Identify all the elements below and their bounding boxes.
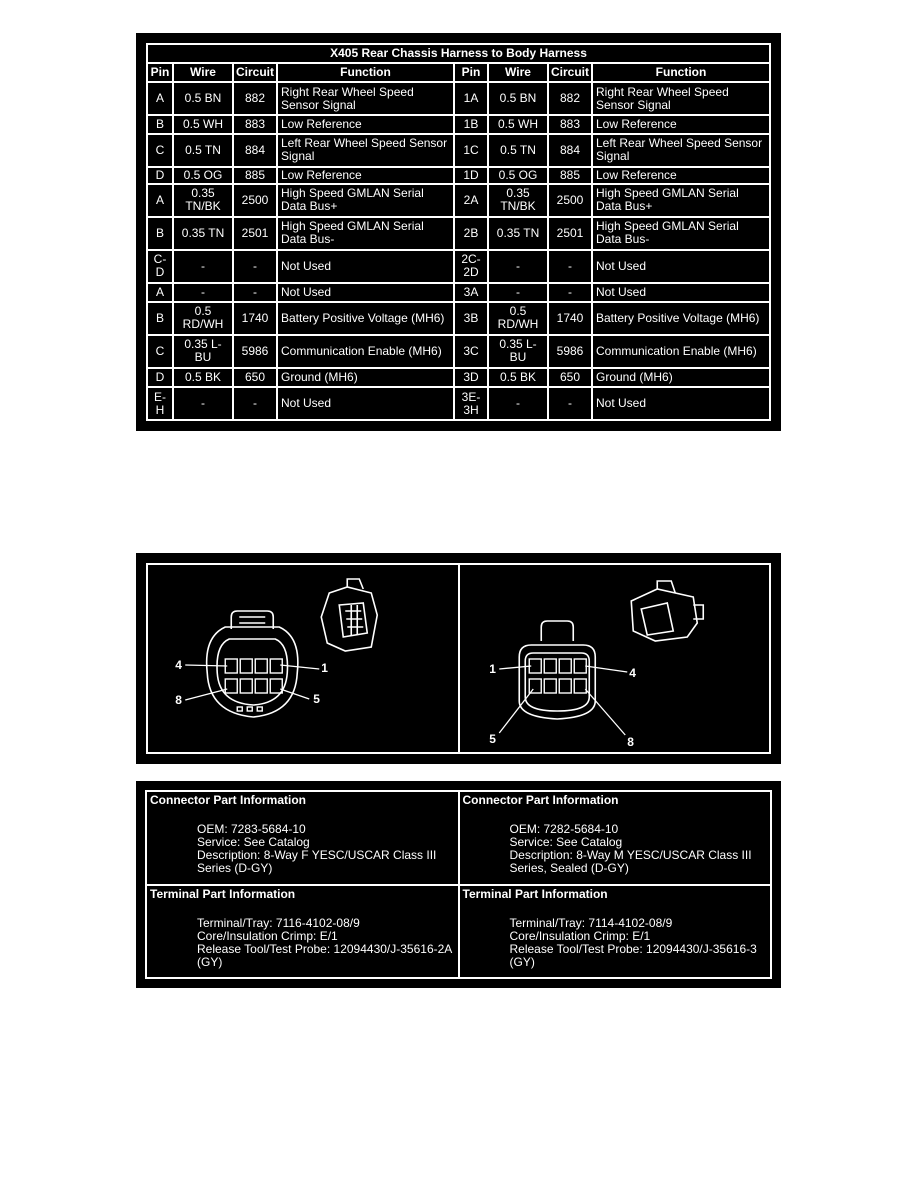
pin-cell: 2C-2D xyxy=(454,250,488,283)
wire-cell: 0.35 TN xyxy=(173,217,233,250)
connector-part-info-male xyxy=(459,791,772,885)
pin-cell: E-H xyxy=(147,387,173,420)
pin-cell: 1D xyxy=(454,167,488,184)
info-line: Core/Insulation Crimp: E/1 xyxy=(509,928,651,943)
pin-cell: 1B xyxy=(454,115,488,134)
table-row xyxy=(147,283,770,302)
wire-cell: 0.35 L-BU xyxy=(488,335,548,368)
pin-cell: 2B xyxy=(454,217,488,250)
circuit-cell: 5986 xyxy=(548,335,592,368)
pinout-table-panel xyxy=(136,33,781,431)
function-cell: Left Rear Wheel Speed Sensor Signal xyxy=(277,134,454,167)
function-cell: High Speed GMLAN Serial Data Bus+ xyxy=(277,184,454,217)
circuit-cell: - xyxy=(548,283,592,302)
part-information-panel xyxy=(136,781,781,988)
pin-label: 1 xyxy=(488,662,496,676)
wire-cell: 0.5 BK xyxy=(488,368,548,387)
wire-cell: - xyxy=(488,283,548,302)
pin-cell: 3A xyxy=(454,283,488,302)
col-header: Pin xyxy=(454,63,488,82)
wire-cell: - xyxy=(173,387,233,420)
info-line: OEM: 7283-5684-10 xyxy=(197,822,306,836)
wire-cell: - xyxy=(488,250,548,283)
function-cell: Low Reference xyxy=(277,115,454,134)
circuit-cell: 2501 xyxy=(233,217,277,250)
pin-cell: A xyxy=(147,283,173,302)
pin-cell: 1A xyxy=(454,82,488,115)
function-cell: Ground (MH6) xyxy=(277,368,454,387)
pin-label: 5 xyxy=(488,732,496,746)
pin-label: 8 xyxy=(175,693,182,707)
function-cell: Right Rear Wheel Speed Sensor Signal xyxy=(277,82,454,115)
male-connector-iso-view xyxy=(631,581,703,641)
circuit-cell: 1740 xyxy=(548,302,592,335)
pin-label: 1 xyxy=(321,661,328,675)
function-cell: Ground (MH6) xyxy=(592,368,770,387)
circuit-cell: 650 xyxy=(233,368,277,387)
circuit-cell: - xyxy=(548,250,592,283)
pin-cell: 3B xyxy=(454,302,488,335)
male-connector-front-view xyxy=(519,621,595,719)
circuit-cell: 885 xyxy=(233,167,277,184)
female-connector-drawing xyxy=(148,565,458,752)
table-row xyxy=(147,115,770,134)
part-information-grid xyxy=(145,790,772,979)
wire-cell: 0.5 RD/WH xyxy=(173,302,233,335)
function-cell: Low Reference xyxy=(277,167,454,184)
table-row xyxy=(147,335,770,368)
pin-label: 8 xyxy=(626,735,634,749)
pin-cell: C xyxy=(147,335,173,368)
circuit-cell: 883 xyxy=(548,115,592,134)
info-line: OEM: 7282-5684-10 xyxy=(509,822,619,836)
pin-cell: A xyxy=(147,184,173,217)
table-row xyxy=(147,368,770,387)
circuit-cell: 882 xyxy=(548,82,592,115)
pin-cell: C-D xyxy=(147,250,173,283)
function-cell: Not Used xyxy=(277,283,454,302)
function-cell: Right Rear Wheel Speed Sensor Signal xyxy=(592,82,770,115)
function-cell: Not Used xyxy=(592,387,770,420)
function-cell: Communication Enable (MH6) xyxy=(277,335,454,368)
info-line: Terminal/Tray: 7114-4102-08/9 xyxy=(509,915,673,930)
section-heading: Terminal Part Information xyxy=(462,886,608,901)
function-cell: High Speed GMLAN Serial Data Bus- xyxy=(277,217,454,250)
wire-cell: 0.35 TN xyxy=(488,217,548,250)
function-cell: Battery Positive Voltage (MH6) xyxy=(592,302,770,335)
pin-label: 4 xyxy=(175,658,182,672)
wire-cell: 0.5 BN xyxy=(173,82,233,115)
function-cell: Not Used xyxy=(277,387,454,420)
pin-cell: 3C xyxy=(454,335,488,368)
table-row xyxy=(147,184,770,217)
wire-cell: 0.5 TN xyxy=(488,134,548,167)
pin-label: 4 xyxy=(628,666,636,680)
circuit-cell: 2500 xyxy=(233,184,277,217)
section-heading: Connector Part Information xyxy=(462,793,619,807)
pin-cell: D xyxy=(147,368,173,387)
wire-cell: 0.5 BK xyxy=(173,368,233,387)
wire-cell: 0.5 WH xyxy=(488,115,548,134)
pin-cell: D xyxy=(147,167,173,184)
wire-cell: 0.5 BN xyxy=(488,82,548,115)
table-row xyxy=(147,167,770,184)
wire-cell: - xyxy=(173,283,233,302)
info-line: Release Tool/Test Probe: 12094430/J-35616-3 (GY) xyxy=(509,941,757,969)
male-connector-illustration xyxy=(460,565,770,752)
terminal-part-info-male xyxy=(459,885,772,979)
wire-cell: 0.5 OG xyxy=(173,167,233,184)
col-header: Function xyxy=(592,63,770,82)
female-cavity-grid xyxy=(225,659,282,711)
table-row xyxy=(147,250,770,283)
pinout-table xyxy=(146,43,771,421)
male-connector-drawing xyxy=(458,565,770,752)
table-row xyxy=(147,134,770,167)
info-line: Service: See Catalog xyxy=(197,835,310,849)
pin-cell: B xyxy=(147,115,173,134)
circuit-cell: - xyxy=(548,387,592,420)
function-cell: Left Rear Wheel Speed Sensor Signal xyxy=(592,134,770,167)
wire-cell: 0.35 TN/BK xyxy=(173,184,233,217)
wire-cell: 0.5 OG xyxy=(488,167,548,184)
circuit-cell: - xyxy=(233,250,277,283)
circuit-cell: 884 xyxy=(548,134,592,167)
male-cavity-grid xyxy=(529,659,586,693)
wire-cell: 0.35 L-BU xyxy=(173,335,233,368)
function-cell: Not Used xyxy=(277,250,454,283)
section-heading: Connector Part Information xyxy=(150,793,307,807)
info-line: Terminal/Tray: 7116-4102-08/9 xyxy=(197,915,360,930)
pin-cell: 3E-3H xyxy=(454,387,488,420)
function-cell: Communication Enable (MH6) xyxy=(592,335,770,368)
table-row xyxy=(147,217,770,250)
circuit-cell: - xyxy=(233,387,277,420)
connector-drawing-panel xyxy=(136,553,781,764)
col-header: Circuit xyxy=(233,63,277,82)
function-cell: Battery Positive Voltage (MH6) xyxy=(277,302,454,335)
function-cell: Low Reference xyxy=(592,115,770,134)
circuit-cell: 2500 xyxy=(548,184,592,217)
wire-cell: - xyxy=(488,387,548,420)
female-connector-illustration xyxy=(148,565,458,752)
info-line: Service: See Catalog xyxy=(509,835,623,849)
circuit-cell: 1740 xyxy=(233,302,277,335)
circuit-cell: 885 xyxy=(548,167,592,184)
table-row xyxy=(147,302,770,335)
wire-cell: 0.5 WH xyxy=(173,115,233,134)
connector-part-info-female xyxy=(146,791,459,885)
col-header: Pin xyxy=(147,63,173,82)
section-heading: Terminal Part Information xyxy=(150,886,296,901)
circuit-cell: 5986 xyxy=(233,335,277,368)
pinout-rows xyxy=(147,82,770,420)
col-header: Circuit xyxy=(548,63,592,82)
col-header: Function xyxy=(277,63,454,82)
circuit-cell: 650 xyxy=(548,368,592,387)
pin-cell: 2A xyxy=(454,184,488,217)
pin-cell: B xyxy=(147,302,173,335)
wire-cell: - xyxy=(173,250,233,283)
info-line: Description: 8-Way F YESC/USCAR Class III Series (D-GY) xyxy=(197,848,437,875)
col-header: Wire xyxy=(173,63,233,82)
pin-cell: A xyxy=(147,82,173,115)
wire-cell: 0.5 RD/WH xyxy=(488,302,548,335)
pin-cell: 3D xyxy=(454,368,488,387)
wire-cell: 0.5 TN xyxy=(173,134,233,167)
pin-cell: B xyxy=(147,217,173,250)
function-cell: Not Used xyxy=(592,283,770,302)
wire-cell: 0.35 TN/BK xyxy=(488,184,548,217)
pin-cell: 1C xyxy=(454,134,488,167)
pin-label: 5 xyxy=(313,692,320,706)
circuit-cell: 883 xyxy=(233,115,277,134)
info-line: Core/Insulation Crimp: E/1 xyxy=(197,928,338,943)
terminal-part-info-female xyxy=(146,885,459,979)
pin-cell: C xyxy=(147,134,173,167)
table-row xyxy=(147,82,770,115)
info-line: Description: 8-Way M YESC/USCAR Class III Series, Sealed (D-GY) xyxy=(509,848,752,875)
col-header: Wire xyxy=(488,63,548,82)
info-line: Release Tool/Test Probe: 12094430/J-35616-2A (GY) xyxy=(197,941,452,969)
circuit-cell: - xyxy=(233,283,277,302)
function-cell: High Speed GMLAN Serial Data Bus- xyxy=(592,217,770,250)
table-title: X405 Rear Chassis Harness to Body Harness xyxy=(147,44,770,63)
circuit-cell: 2501 xyxy=(548,217,592,250)
function-cell: Not Used xyxy=(592,250,770,283)
function-cell: Low Reference xyxy=(592,167,770,184)
circuit-cell: 882 xyxy=(233,82,277,115)
table-row xyxy=(147,387,770,420)
header-row xyxy=(147,63,770,82)
function-cell: High Speed GMLAN Serial Data Bus+ xyxy=(592,184,770,217)
circuit-cell: 884 xyxy=(233,134,277,167)
female-connector-iso-view xyxy=(321,579,377,651)
